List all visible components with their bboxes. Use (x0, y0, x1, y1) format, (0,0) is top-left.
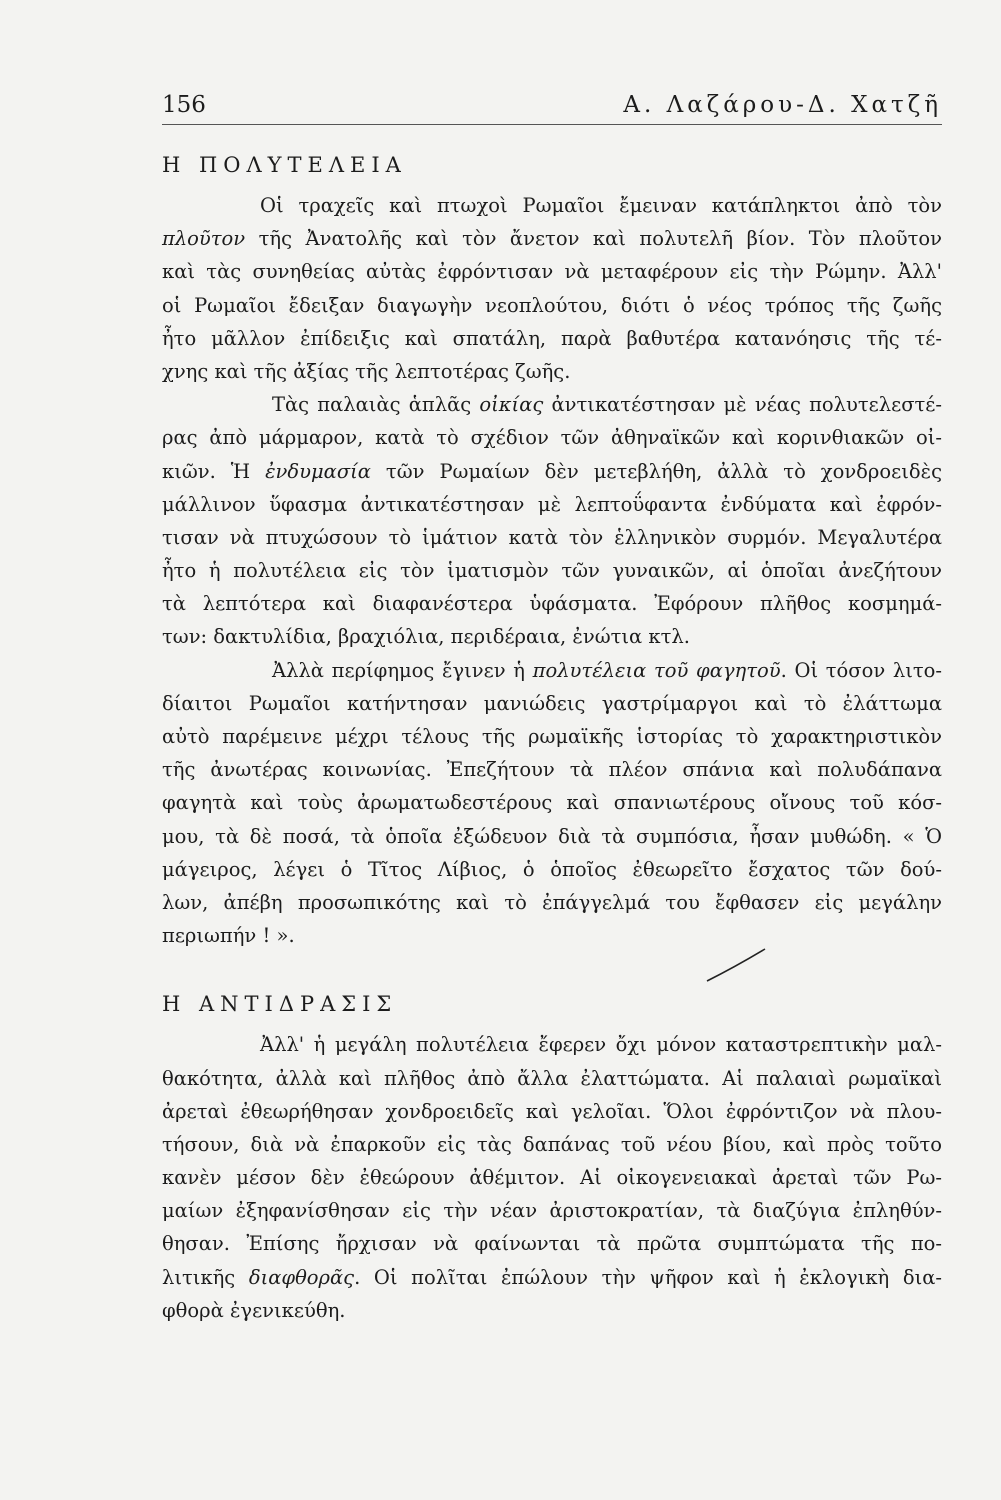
text-line: τὰ λεπτότερα καὶ διαφανέστερα ὑφάσματα. Ἐφόρουν πλῆθος κοσμημά- (162, 592, 942, 616)
text-line: μάγειρος, λέγει ὁ Τῖτος Λίβιος, ὁ ὁποῖος ἐθεωρεῖτο ἔσχατος τῶν δού- (162, 857, 942, 881)
text-line: μου, τὰ δὲ ποσά, τὰ ὁποῖα ἐξώδευον διὰ τὰ συμπόσια, ἦσαν μυθώδη. « Ὁ (162, 824, 942, 848)
text-line: πλοῦτον τῆς Ἀνατολῆς καὶ τὸν ἄνετον καὶ πολυτελῆ βίον. Τὸν πλοῦτον (162, 227, 942, 251)
text-line: των: δακτυλίδια, βραχιόλια, περιδέραια, ἐνώτια κτλ. (162, 625, 690, 649)
pen-stroke-mark (705, 945, 767, 985)
text-line: μάλλινον ὕφασμα ἀντικατέστησαν μὲ λεπτοΰφαντα ἐνδύματα καὶ ἐφρόν- (162, 492, 942, 516)
section-title: Η ΑΝΤΙΔΡΑΣΙΣ (162, 992, 398, 1017)
text-line: αὐτὸ παρέμεινε μέχρι τέλους τῆς ρωμαϊκῆς ἱστορίας τὸ χαρακτηριστικὸν (162, 725, 942, 748)
text-line: φθορὰ ἐγενικεύθη. (162, 1298, 346, 1322)
section-title: Η ΠΟΛΥΤΕΛΕΙΑ (162, 153, 407, 177)
text-line: κανὲν μέσον δὲν ἐθεώρουν ἀθέμιτον. Αἱ οἰκογενειακαὶ ἀρεταὶ τῶν Ρω- (162, 1166, 942, 1190)
italic-term: ἐνδυμασία (265, 459, 371, 483)
page-number: 156 (162, 92, 206, 118)
text-line: οἱ Ρωμαῖοι ἔδειξαν διαγωγὴν νεοπλούτου, διότι ὁ νέος τρόπος τῆς ζωῆς (162, 293, 942, 317)
text-line: θησαν. Ἐπίσης ἤρχισαν νὰ φαίνωνται τὰ πρῶτα συμπτώματα τῆς πο- (162, 1232, 942, 1256)
text-line: ρας ἀπὸ μάρμαρον, κατὰ τὸ σχέδιον τῶν ἀθηναϊκῶν καὶ κορινθιακῶν οἰ- (162, 426, 942, 450)
text-line: τῆς ἀνωτέρας κοινωνίας. Ἐπεζήτουν τὰ πλέον σπάνια καὶ πολυδάπανα (162, 758, 942, 782)
text-line: ἦτο μᾶλλον ἐπίδειξις καὶ σπατάλη, παρὰ βαθυτέρα κατανόησις τῆς τέ- (162, 326, 942, 350)
book-page (162, 92, 942, 1327)
text-line: δίαιτοι Ρωμαῖοι κατήντησαν μανιώδεις γαστρίμαργοι καὶ τὸ ἐλάττωμα (162, 691, 942, 715)
text-line: Ἀλλὰ περίφημος ἔγινεν ἡ πολυτέλεια τοῦ φαγητοῦ. Οἱ τόσον λιτο- (272, 658, 942, 682)
text-line: θακότητα, ἀλλὰ καὶ πλῆθος ἀπὸ ἄλλα ἐλαττώματα. Αἱ παλαιαὶ ρωμαϊκαὶ (162, 1066, 942, 1090)
text-line: Τὰς παλαιὰς ἁπλᾶς οἰκίας ἀντικατέστησαν μὲ νέας πολυτελεστέ- (272, 393, 942, 417)
text-line: χνης καὶ τῆς ἀξίας τῆς λεπτοτέρας ζωῆς. (162, 359, 571, 383)
text-line: λιτικῆς διαφθορᾶς. Οἱ πολῖται ἐπώλουν τὴν ψῆφον καὶ ἡ ἐκλογικὴ δια- (162, 1265, 942, 1289)
text-line: ἀρεταὶ ἐθεωρήθησαν χονδροειδεῖς καὶ γελοῖαι. Ὅλοι ἐφρόντιζον νὰ πλου- (162, 1099, 942, 1123)
text-line: τήσουν, διὰ νὰ ἐπαρκοῦν εἰς τὰς δαπάνας τοῦ νέου βίου, καὶ πρὸς τοῦτο (162, 1132, 942, 1156)
text-line: λων, ἀπέβη προσωπικότης καὶ τὸ ἐπάγγελμά του ἔφθασεν εἰς μεγάλην (162, 890, 942, 914)
text-line: φαγητὰ καὶ τοὺς ἀρωματωδεστέρους καὶ σπανιωτέρους οἴνους τοῦ κόσ- (162, 791, 942, 815)
section-polyteleia (162, 153, 942, 952)
running-header (162, 92, 942, 125)
italic-term: πολυτέλεια τοῦ φαγητοῦ (532, 658, 781, 682)
running-head-authors: Α. Λαζάρου-Δ. Χατζῆ (623, 92, 942, 118)
text-line: καὶ τὰς συνηθείας αὐτὰς ἐφρόντισαν νὰ μεταφέρουν εἰς τὴν Ρώμην. Ἀλλ' (162, 260, 942, 284)
text-line: περιωπήν ! ». (162, 924, 295, 948)
italic-term: οἰκίας (479, 393, 544, 417)
italic-term: διαφθορᾶς (248, 1265, 355, 1289)
text-line: Οἱ τραχεῖς καὶ πτωχοὶ Ρωμαῖοι ἔμειναν κατάπληκτοι ἀπὸ τὸν (260, 194, 942, 217)
section-antidrasis (162, 992, 942, 1327)
text-line: τισαν νὰ πτυχώσουν τὸ ἱμάτιον κατὰ τὸν ἑλληνικὸν συρμόν. Μεγαλυτέρα (162, 525, 942, 549)
text-line: Ἀλλ' ἡ μεγάλη πολυτέλεια ἔφερεν ὄχι μόνον καταστρεπτικὴν μαλ- (260, 1033, 942, 1057)
text-line: κιῶν. Ἡ ἐνδυμασία τῶν Ρωμαίων δὲν μετεβλήθη, ἀλλὰ τὸ χονδροειδὲς (162, 459, 942, 483)
text-line: μαίων ἐξηφανίσθησαν εἰς τὴν νέαν ἀριστοκρατίαν, τὰ διαζύγια ἐπληθύν- (162, 1199, 942, 1223)
italic-term: πλοῦτον (162, 227, 246, 251)
text-line: ἦτο ἡ πολυτέλεια εἰς τὸν ἱματισμὸν τῶν γυναικῶν, αἱ ὁποῖαι ἀνεζήτουν (162, 559, 942, 583)
